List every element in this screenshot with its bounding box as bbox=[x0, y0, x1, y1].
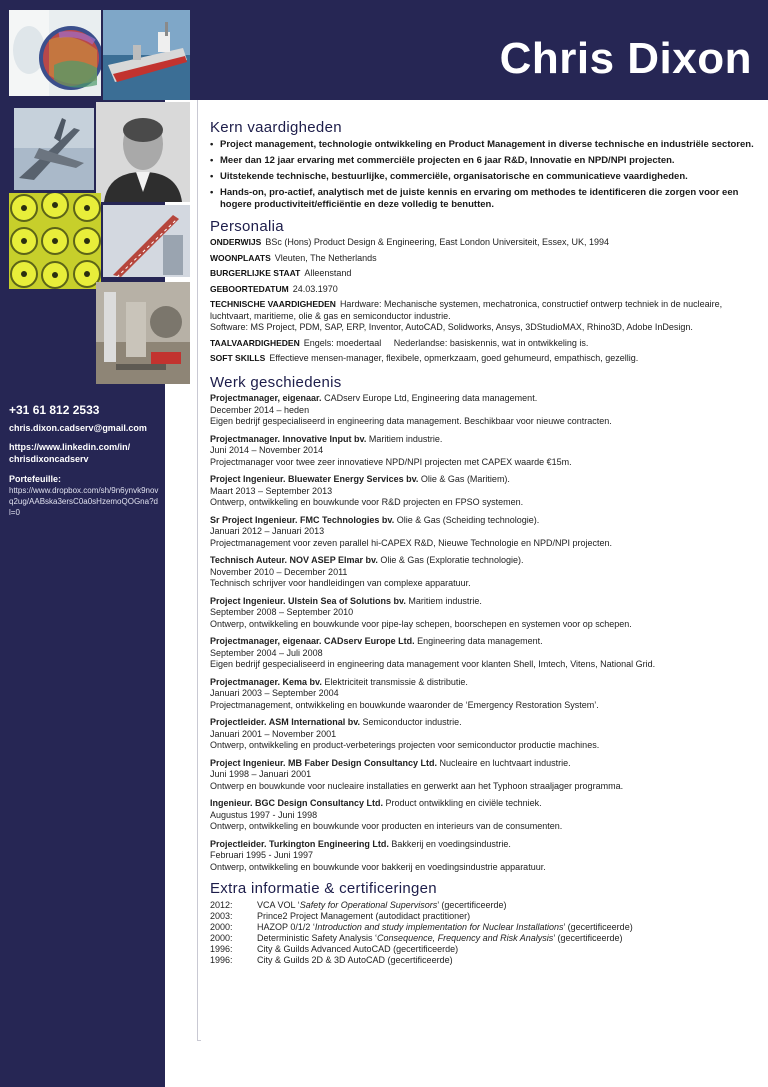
job-title: Project Ingenieur. Bluewater Energy Services bv. bbox=[210, 474, 419, 484]
portfolio-url[interactable]: https://www.dropbox.com/sh/9n6ynvk9novq2ug/AABska3ersC0a0sHzemoQOGna?dl=0 bbox=[9, 486, 159, 517]
certification-year: 2000: bbox=[210, 932, 233, 943]
personalia-value: Engels: moedertaal Nederlandse: basiskennis, wat in ontwikkeling is. bbox=[303, 337, 589, 348]
certification-year: 2000: bbox=[210, 921, 233, 932]
job-entry bbox=[210, 474, 755, 509]
certification-text: Deterministic Safety Analysis ‘ bbox=[257, 932, 378, 943]
job-entry bbox=[210, 596, 755, 631]
personalia-label: TAALVAARDIGHEDEN bbox=[210, 337, 300, 348]
email-address[interactable]: chris.dixon.cadserv@gmail.com bbox=[9, 423, 147, 433]
job-title: Project Ingenieur. MB Faber Design Consultancy Ltd. bbox=[210, 757, 438, 768]
personalia-row bbox=[210, 237, 755, 249]
job-entry bbox=[210, 839, 755, 874]
kern-item: • Uitstekende technische, bestuurlijke, commerciële, organisatorische en communicatieve vaardigheden. bbox=[210, 171, 755, 183]
job-title: Projectleider. Turkington Engineering Ltd. bbox=[210, 838, 389, 849]
job-title: Technisch Auteur. NOV ASEP Elmar bv. bbox=[210, 555, 378, 565]
divider bbox=[197, 100, 198, 1040]
personalia-label: TECHNISCHE VAARDIGHEDEN bbox=[210, 299, 336, 309]
job-company: Semiconductor industrie. bbox=[360, 717, 462, 727]
job-period: Februari 1995 - Juni 1997 bbox=[210, 850, 314, 860]
personalia-value: Hardware: Mechanische systemen, mechatronica, constructief ontwerp techniek in de nucleaire, luchtvaart, maritieme, olie & gas en semiconductor industrie. bbox=[210, 299, 723, 321]
certification-note: ’ (gecertificeerde) bbox=[563, 921, 633, 932]
job-description: Ontwerp, ontwikkeling en bouwkunde voor bakkerij en voedingsindustrie apparatuur. bbox=[210, 861, 546, 872]
job-period: Augustus 1997 - Juni 1998 bbox=[210, 809, 318, 820]
job-period: Maart 2013 – September 2013 bbox=[210, 485, 333, 496]
photo-yellow-discs bbox=[9, 193, 101, 289]
job-company: Nucleaire en luchtvaart industrie. bbox=[437, 757, 571, 768]
job-entry bbox=[210, 717, 755, 752]
divider bbox=[197, 1040, 201, 1041]
personalia-value: Vleuten, The Netherlands bbox=[274, 252, 377, 263]
photo-crane bbox=[103, 205, 190, 277]
personalia-label: GEBOORTEDATUM bbox=[210, 283, 289, 294]
personalia-row bbox=[210, 268, 755, 280]
certification-year: 2003: bbox=[210, 910, 233, 921]
main-content bbox=[210, 119, 755, 966]
certification-row bbox=[210, 900, 755, 911]
section-title-extra: Extra informatie & certificeringen bbox=[210, 880, 437, 897]
job-description: Ontwerp, ontwikkeling en bouwkunde voor R&D projecten en FPSO systemen. bbox=[210, 497, 524, 507]
photo-fighter-jet bbox=[14, 108, 94, 190]
job-description: Projectmanagement voor zeven parallel hi-CAPEX R&D, Nieuwe Technologie en NPD/NPI projecten. bbox=[210, 537, 613, 548]
certification-row bbox=[210, 911, 755, 922]
job-title: Projectmanager, eigenaar. bbox=[210, 393, 322, 403]
photo-cleanroom-wafer bbox=[9, 10, 101, 96]
certification-text: Prince2 Project Management (autodidact practitioner) bbox=[257, 910, 471, 921]
job-description: Eigen bedrijf gespecialiseerd in engineering data management. Beschikbaar voor nieuwe contracten. bbox=[210, 416, 612, 426]
certification-note: ’ (gecertificeerde) bbox=[437, 899, 507, 910]
job-company: Bakkerij en voedingsindustrie. bbox=[388, 838, 511, 849]
certification-title: Safety for Operational Supervisors bbox=[299, 899, 438, 910]
job-description: Projectmanagement, ontwikkeling en bouwkunde waaronder de ‘Emergency Restoration System’. bbox=[210, 699, 599, 710]
section-title-personalia: Personalia bbox=[210, 217, 284, 235]
personalia-value: 24.03.1970 bbox=[292, 283, 338, 294]
personalia-row bbox=[210, 284, 755, 296]
personalia-label: SOFT SKILLS bbox=[210, 353, 266, 363]
certification-year: 1996: bbox=[210, 943, 233, 954]
certification-text: City & Guilds 2D & 3D AutoCAD (gecertificeerde) bbox=[257, 954, 453, 965]
candidate-name: Chris Dixon bbox=[499, 34, 752, 83]
job-entry bbox=[210, 434, 755, 469]
job-description: Ontwerp en bouwkunde voor nucleaire installaties en gerwerkt aan het Typhoon straaljager programma. bbox=[210, 780, 624, 791]
certification-year: 1996: bbox=[210, 954, 233, 965]
certification-text: City & Guilds Advanced AutoCAD (gecertificeerde) bbox=[257, 943, 459, 954]
job-entry bbox=[210, 555, 755, 590]
certification-row bbox=[210, 933, 755, 944]
contact-block bbox=[9, 404, 159, 518]
job-period: December 2014 – heden bbox=[210, 404, 310, 415]
photo-machinery bbox=[96, 282, 190, 384]
personalia-value: Effectieve mensen-manager, flexibele, opmerkzaam, goed gehumeurd, empathisch, gezellig. bbox=[269, 353, 639, 363]
kern-item: • Hands-on, pro-actief, analytisch met de juiste kennis en ervaring om methodes te identificeren die zorgen voor een hogere productiviteit/efficiëntie en deze volledig te benutten. bbox=[210, 187, 755, 211]
certification-year: 2012: bbox=[210, 899, 233, 910]
job-period: Januari 2003 – September 2004 bbox=[210, 688, 339, 698]
job-title: Sr Project Ingenieur. FMC Technologies bv. bbox=[210, 514, 395, 525]
certification-text: VCA VOL ‘ bbox=[257, 899, 300, 910]
linkedin-url-line2: chrisdixoncadserv bbox=[9, 454, 89, 464]
job-title: Project Ingenieur. Ulstein Sea of Solutions bv. bbox=[210, 595, 406, 606]
personalia-list bbox=[210, 237, 755, 365]
job-entry bbox=[210, 636, 755, 671]
phone-number: +31 61 812 2533 bbox=[9, 403, 100, 417]
job-company: Elektriciteit transmissie & distributie. bbox=[321, 676, 468, 687]
personalia-row bbox=[210, 253, 755, 265]
job-period: September 2008 – September 2010 bbox=[210, 607, 354, 617]
job-company: Product ontwikkling en civiële techniek. bbox=[383, 798, 542, 808]
personalia-label: ONDERWIJS bbox=[210, 237, 262, 247]
job-period: Januari 2001 – November 2001 bbox=[210, 728, 337, 739]
job-entry bbox=[210, 515, 755, 550]
photo-portrait bbox=[96, 102, 190, 202]
linkedin-url-line1: https://www.linkedin.com/in/ bbox=[9, 442, 131, 452]
job-company: Maritiem industrie. bbox=[405, 595, 482, 606]
section-title-kern: Kern vaardigheden bbox=[210, 119, 342, 136]
personalia-row bbox=[210, 299, 755, 334]
job-company: Olie & Gas (Maritiem). bbox=[418, 474, 510, 484]
job-entry bbox=[210, 758, 755, 793]
job-company: Engineering data management. bbox=[414, 636, 543, 646]
job-period: Juni 1998 – Januari 2001 bbox=[210, 769, 312, 779]
certification-row bbox=[210, 944, 755, 955]
certifications-list bbox=[210, 900, 755, 966]
personalia-row bbox=[210, 353, 755, 365]
personalia-value: BSc (Hons) Product Design & Engineering, East London Universiteit, Essex, UK, 1994 bbox=[265, 237, 610, 247]
job-title: Projectmanager, eigenaar. CADserv Europe Ltd. bbox=[210, 636, 415, 646]
kern-list bbox=[210, 139, 755, 211]
job-period: September 2004 – Juli 2008 bbox=[210, 647, 323, 658]
job-title: Ingenieur. BGC Design Consultancy Ltd. bbox=[210, 798, 384, 808]
job-entry bbox=[210, 393, 755, 428]
personalia-value: Software: MS Project, PDM, SAP, ERP, Inventor, AutoCAD, Solidworks, Ansys, 3DStudioMAX, Rhino3D, Adobe InDesign. bbox=[210, 322, 693, 332]
job-description: Ontwerp, ontwikkeling en bouwkunde voor producten en interieurs van de consumenten. bbox=[210, 821, 563, 831]
job-description: Ontwerp, ontwikkeling en bouwkunde voor pipe-lay schepen, boorschepen en systemen voor op schepen. bbox=[210, 618, 632, 629]
kern-item: • Meer dan 12 jaar ervaring met commerciële projecten en 6 jaar R&D, Innovatie en NPD/NPI projecten. bbox=[210, 155, 755, 167]
certification-row bbox=[210, 955, 755, 966]
personalia-label: WOONPLAATS bbox=[210, 252, 271, 263]
job-entry bbox=[210, 677, 755, 712]
certification-text: HAZOP 0/1/2 ‘ bbox=[257, 921, 315, 932]
job-description: Eigen bedrijf gespecialiseerd in engineering data management voor klanten Shell, Imtech, Vitens, National Grid. bbox=[210, 659, 656, 669]
job-company: Maritiem industrie. bbox=[366, 433, 443, 444]
job-title: Projectmanager. Innovative Input bv. bbox=[210, 433, 367, 444]
certification-title: Introduction and study implementation for Nuclear Installations bbox=[314, 921, 564, 932]
job-entry bbox=[210, 798, 755, 833]
job-period: Januari 2012 – Januari 2013 bbox=[210, 526, 325, 536]
certification-note: ’ (gecertificeerde) bbox=[553, 932, 623, 943]
job-period: Juni 2014 – November 2014 bbox=[210, 445, 324, 455]
linkedin-url[interactable] bbox=[9, 441, 159, 465]
job-title: Projectleider. ASM International bv. bbox=[210, 717, 361, 727]
section-title-werk: Werk geschiedenis bbox=[210, 373, 342, 391]
job-period: November 2010 – December 2011 bbox=[210, 566, 348, 577]
job-description: Technisch schrijver voor handleidingen van complexe apparatuur. bbox=[210, 578, 471, 588]
job-company: Olie & Gas (Scheiding technologie). bbox=[394, 514, 540, 525]
kern-item: • Project management, technologie ontwikkeling en Product Management in diverse technische en industriële sectoren. bbox=[210, 139, 755, 151]
personalia-row bbox=[210, 338, 755, 350]
certification-title: Consequence, Frequency and Risk Analysis bbox=[377, 932, 554, 943]
job-company: CADserv Europe Ltd, Engineering data management. bbox=[321, 393, 538, 403]
certification-row bbox=[210, 922, 755, 933]
job-description: Projectmanager voor twee zeer innovatieve NPD/NPI projecten met CAPEX waarde €15m. bbox=[210, 456, 572, 467]
portfolio-label: Portefeuille: bbox=[9, 474, 62, 484]
job-description: Ontwerp, ontwikkeling en product-verbeterings projecten voor semiconductor productie machines. bbox=[210, 740, 600, 750]
job-title: Projectmanager. Kema bv. bbox=[210, 676, 322, 687]
photo-ship bbox=[103, 10, 190, 100]
job-company: Olie & Gas (Exploratie technologie). bbox=[377, 555, 524, 565]
personalia-value: Alleenstand bbox=[304, 268, 352, 278]
work-history bbox=[210, 393, 755, 873]
personalia-label: BURGERLIJKE STAAT bbox=[210, 268, 301, 278]
